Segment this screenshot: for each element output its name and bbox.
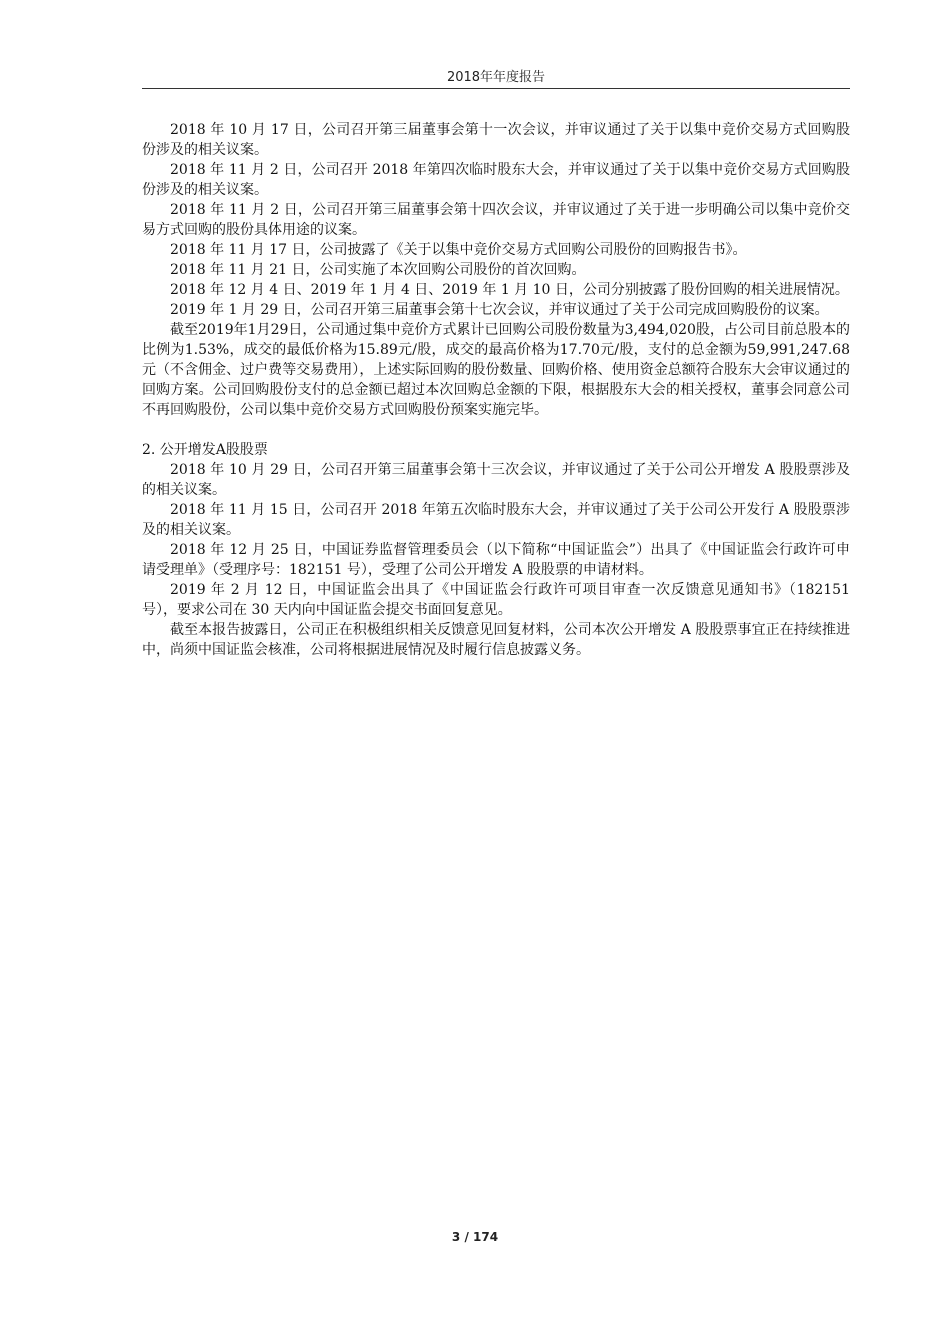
document-body [142,120,850,660]
page-number: 3 / 174 [451,1230,499,1244]
paragraph: 2018 年 11 月 15 日，公司召开 2018 年第五次临时股东大会，并审议通过了关于公司公开发行 A 股股票涉及的相关议案。 [142,502,850,538]
paragraph: 2018 年 11 月 2 日，公司召开第三届董事会第十四次会议，并审议通过了关于进一步明确公司以集中竞价交易方式回购的股份具体用途的议案。 [142,202,850,238]
paragraph: 2018 年 12 月 25 日，中国证券监督管理委员会（以下简称“中国证监会”）出具了《中国证监会行政许可申请受理单》（受理序号：182151 号），受理了公司公开增发 A 股股票的申请材料。 [142,542,850,578]
paragraph: 2018 年 10 月 29 日，公司召开第三届董事会第十三次会议，并审议通过了关于公司公开增发 A 股股票涉及的相关议案。 [142,462,850,498]
page-header [142,66,850,89]
share-repurchase-section [142,120,850,420]
paragraph: 截至本报告披露日，公司正在积极组织相关反馈意见回复材料，公司本次公开增发 A 股股票事宜正在持续推进中，尚须中国证监会核准，公司将根据进展情况及时履行信息披露义务。 [142,622,850,658]
paragraph: 2018 年 12 月 4 日、2019 年 1 月 4 日、2019 年 1 月 10 日，公司分别披露了股份回购的相关进展情况。 [170,282,849,298]
paragraph: 2019 年 1 月 29 日，公司召开第三届董事会第十七次会议，并审议通过了关于公司完成回购股份的议案。 [170,302,829,318]
paragraph: 2018 年 11 月 21 日，公司实施了本次回购公司股份的首次回购。 [170,262,586,278]
paragraph: 截至2019年1月29日，公司通过集中竞价方式累计已回购公司股份数量为3,494,020股，占公司目前总股本的比例为1.53%，成交的最低价格为15.89元/股，成交的最高价格为17.70元/股，支付的总金额为59,991,247.68元（不含佣金、过户费等交易费用），上述实际回购的股份数量、回购价格、使用资金总额符合股东大会审议通过的回购方案。公司回购股份支付的总金额已超过本次回购总金额的下限，根据股东大会的相关授权，董事会同意公司不再回购股份，公司以集中竞价交易方式回购股份预案实施完毕。 [142,322,850,418]
paragraph: 2018 年 11 月 17 日，公司披露了《关于以集中竞价交易方式回购公司股份的回购报告书》。 [170,242,747,258]
report-title: 2018年年度报告 [446,70,546,85]
section-heading: 2. 公开增发A股股票 [142,442,268,458]
paragraph: 2018 年 11 月 2 日，公司召开 2018 年第四次临时股东大会，并审议通过了关于以集中竞价交易方式回购股份涉及的相关议案。 [142,162,850,198]
paragraph: 2019 年 2 月 12 日，中国证监会出具了《中国证监会行政许可项目审查一次反馈意见通知书》（182151 号），要求公司在 30 天内向中国证监会提交书面回复意见。 [142,582,850,618]
public-offering-section [142,440,850,660]
paragraph: 2018 年 10 月 17 日，公司召开第三届董事会第十一次会议，并审议通过了关于以集中竞价交易方式回购股份涉及的相关议案。 [142,122,850,158]
